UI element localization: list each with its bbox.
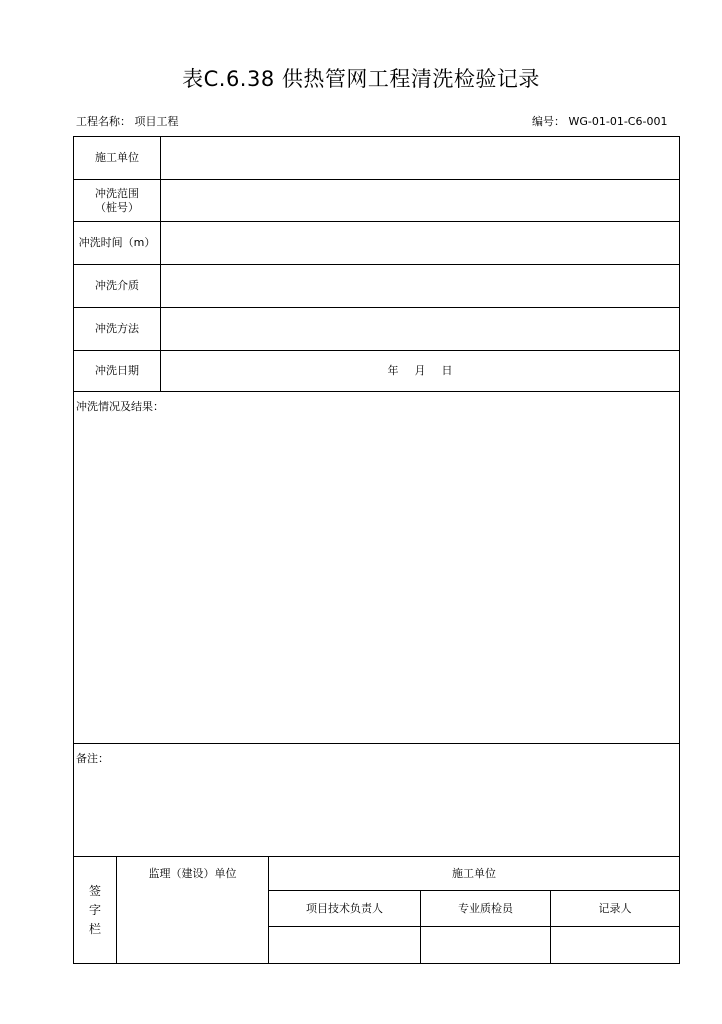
recorder-signature[interactable] — [551, 927, 679, 963]
quality-inspector-header: 专业质检员 — [458, 901, 513, 915]
flush-medium-label: 冲洗介质 — [95, 279, 139, 292]
flush-time-value[interactable] — [161, 222, 679, 264]
row-divider — [74, 391, 679, 392]
flush-results-area[interactable] — [76, 400, 676, 740]
construction-unit-value[interactable] — [161, 137, 679, 179]
date-month-label: 月 — [414, 364, 426, 377]
remarks-label: 备注： — [76, 752, 109, 765]
flush-date-label: 冲洗日期 — [95, 364, 139, 377]
project-name-label: 工程名称： — [76, 115, 131, 128]
flush-results-label: 冲洗情况及结果： — [76, 400, 164, 413]
document-number-value[interactable]: WG-01-01-C6-001 — [568, 115, 668, 128]
project-name-value[interactable]: 项目工程 — [134, 115, 179, 128]
inspection-record-table — [73, 136, 680, 964]
flush-method-value[interactable] — [161, 308, 679, 350]
flush-range-value[interactable] — [161, 180, 679, 221]
page-title: 表C.6.38 供热管网工程清洗检验记录 — [182, 67, 540, 91]
date-year-label: 年 — [387, 364, 399, 377]
project-name-field — [76, 114, 179, 130]
construction-unit-label: 施工单位 — [95, 151, 139, 164]
remarks-area[interactable] — [76, 752, 676, 852]
row-divider — [74, 743, 679, 744]
date-day-label: 日 — [441, 364, 453, 377]
supervision-unit-header: 监理（建设）单位 — [148, 866, 237, 880]
construction-unit-header: 施工单位 — [452, 866, 496, 880]
recorder-header: 记录人 — [598, 901, 632, 915]
document-number-label: 编号： — [532, 115, 565, 128]
signature-char-3: 栏 — [88, 921, 101, 936]
flush-time-label: 冲洗时间（m） — [78, 236, 156, 249]
flush-range-label-line1: 冲洗范围 — [95, 186, 139, 200]
quality-inspector-signature[interactable] — [421, 927, 550, 963]
signature-char-2: 字 — [88, 902, 101, 917]
supervision-unit-signature[interactable] — [117, 891, 268, 963]
signature-char-1: 签 — [88, 883, 101, 898]
flush-range-label — [74, 180, 160, 221]
flush-method-label: 冲洗方法 — [95, 322, 139, 335]
flush-medium-value[interactable] — [161, 265, 679, 307]
flush-range-label-line2: （桩号） — [95, 200, 139, 214]
tech-lead-signature[interactable] — [269, 927, 420, 963]
document-number-field — [532, 114, 667, 130]
tech-lead-header: 项目技术负责人 — [306, 901, 383, 915]
flush-date-value[interactable] — [161, 351, 679, 391]
signature-side-label — [74, 857, 116, 963]
